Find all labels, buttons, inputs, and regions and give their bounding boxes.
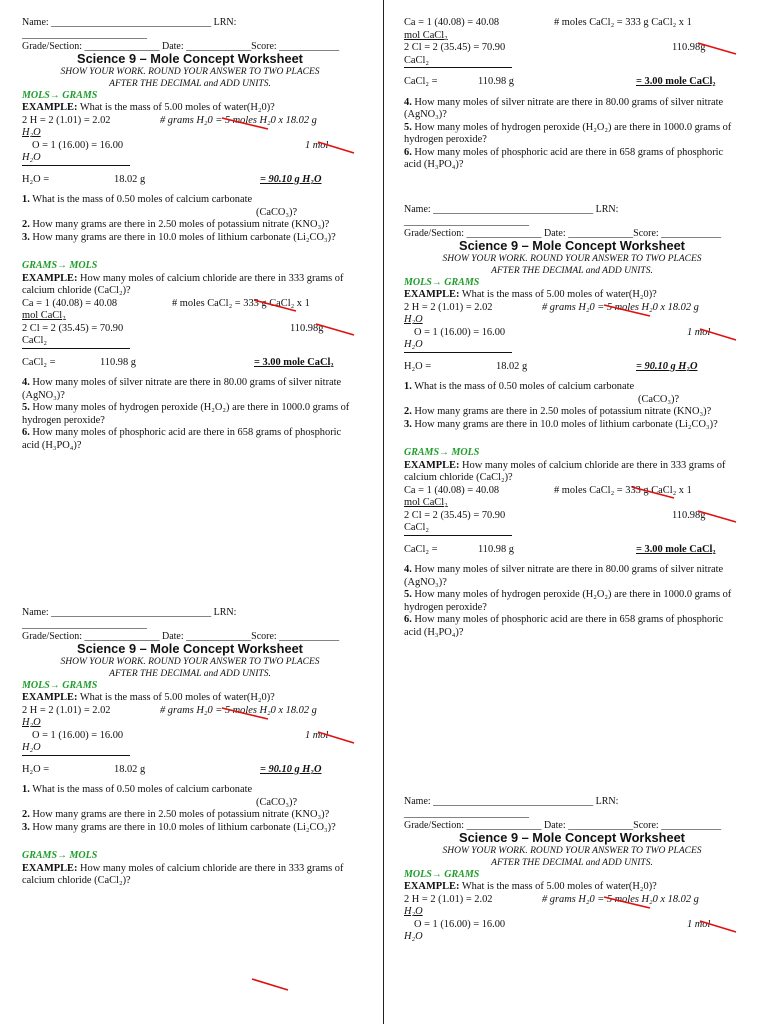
name-line: Name: ________________________________ LRN: _________________________ [22,17,237,40]
sum-row [22,174,358,187]
calc-ca: Ca = 1 (40.08) = 40.08 [404,17,500,28]
example-label: EXAMPLE: [404,881,460,892]
calc-h: 2 H = 2 (1.01) = 2.02 [22,114,111,126]
calc-cacl2: CaCl₂ [404,54,429,66]
question-5 [22,402,358,427]
question-number: 2. [404,406,412,417]
question-4 [404,564,740,589]
calc-molar-mass: 110.98g [672,42,706,53]
question-number: 2. [22,219,30,230]
calc-cl: 2 Cl = 2 (35.45) = 70.90 [404,509,506,521]
question-text: What is the mass of 0.50 moles of calcium carbonate [29,194,253,205]
instructions-line-2: AFTER THE DECIMAL and ADD UNITS. [491,265,653,276]
question-1-formula: (CaCO₃)? [638,393,680,405]
question-1 [404,381,740,394]
calc-h: 2 H = 2 (1.01) = 2.02 [22,704,111,716]
question-text: How many moles of hydrogen peroxide (H₂O₂) are there in 1000.0 grams of hydrogen peroxide? [22,402,350,426]
grade-line: Grade/Section: _______________ Date: _____________Score: ____________ [404,820,722,831]
calc-h2o-unit: H₂O [404,314,423,325]
worksheet-title: Science 9 – Mole Concept Worksheet [77,641,303,656]
section-heading-grams-mols: GRAMS→ MOLS [22,850,98,861]
sum-value: 110.98 g [478,543,514,555]
calc-row-h2o [22,717,358,730]
calc-row-h [22,115,358,128]
question-text: How many moles of hydrogen peroxide (H₂O₂) are there in 1000.0 grams of hydrogen peroxide? [404,121,732,145]
question-number: 5. [404,589,412,600]
sum-value: 110.98 g [478,76,514,87]
example-text: What is the mass of 5.00 moles of water(H₂0)? [459,289,657,300]
instructions-line-1: SHOW YOUR WORK. ROUND YOUR ANSWER TO TWO PLACES [60,656,320,667]
calc-o: O = 1 (16.00) = 16.00 [414,918,506,930]
question-3 [22,232,358,245]
example-question [404,460,740,485]
calc-mol-unit: mol CaCl₂ [22,310,66,321]
example-label: EXAMPLE: [22,272,78,284]
sum-row [404,544,740,557]
question-1 [22,194,358,207]
question-3 [404,419,740,432]
calc-row-cacl2 [404,55,740,68]
question-text: How many grams are there in 2.50 moles of potassium nitrate (KNO₃)? [29,219,330,230]
example-text: What is the mass of 5.00 moles of water(H₂0)? [77,692,275,703]
section-heading-grams-mols: GRAMS→ MOLS [22,260,98,271]
calc-row-cl [404,510,740,523]
calc-ca: Ca = 1 (40.08) = 40.08 [404,484,500,496]
example-question [404,289,740,302]
calc-row-cacl2 [404,522,740,535]
question-2 [404,406,740,419]
calc-one-mol: 1 mol [305,139,329,151]
calc-row-cl [22,323,358,336]
calc-row-mol [404,497,740,510]
calc-h2o-unit: H₂O [22,127,41,138]
question-1 [22,784,358,797]
calc-grams-formula: # grams H₂0 = 5 moles H₂0 x 18.02 g [160,114,317,126]
calc-row-o [22,730,358,743]
worksheet-title: Science 9 – Mole Concept Worksheet [459,238,685,253]
question-6 [22,427,358,452]
sum-label: H₂O = [404,360,432,372]
sum-label: CaCl₂ = [404,543,438,555]
column-divider [383,0,384,1024]
calc-row-h2o [404,906,740,919]
question-number: 1. [22,784,30,795]
calc-row-h [404,302,740,315]
instructions-line-2: AFTER THE DECIMAL and ADD UNITS. [491,857,653,868]
example-text: What is the mass of 5.00 moles of water(H₂0)? [77,102,275,113]
worksheet-left-top [22,17,358,452]
calc-cacl2: CaCl₂ [22,335,47,346]
question-6 [404,614,740,639]
sum-label: H₂O = [22,763,50,775]
question-text: How many moles of phosphoric acid are there in 658 grams of phosphoric acid (H₃PO₄)? [404,614,724,638]
sum-label: CaCl₂ = [404,76,438,87]
calc-cl: 2 Cl = 2 (35.45) = 70.90 [22,322,124,334]
calc-h2o-denominator: H₂O [404,931,423,942]
calc-moles-formula: # moles CaCl₂ = 333 g CaCl₂ x 1 [554,17,692,28]
question-number: 4. [22,377,30,388]
question-text: What is the mass of 0.50 moles of calcium carbonate [29,784,253,795]
question-number: 2. [22,809,30,820]
calc-row-h [22,705,358,718]
sum-value: 18.02 g [496,360,528,372]
question-number: 3. [22,821,30,833]
example-answer: = 90.10 g H₂O [260,173,322,185]
sum-label: CaCl₂ = [22,356,56,368]
question-text: How many grams are there in 10.0 moles of lithium carbonate (Li₂CO₃)? [29,821,336,833]
section-heading-grams-mols: GRAMS→ MOLS [404,447,480,458]
calc-ca: Ca = 1 (40.08) = 40.08 [22,297,118,309]
question-number: 6. [404,146,412,158]
question-text: How many grams are there in 2.50 moles of potassium nitrate (KNO₃)? [411,406,712,417]
example-label: EXAMPLE: [22,692,78,703]
calc-row-ca [404,485,740,498]
question-number: 5. [22,402,30,413]
worksheet-right-middle [404,204,740,639]
example-answer: = 90.10 g H₂O [636,360,698,372]
example-text: How many moles of calcium chloride are there in 333 grams of calcium chloride (CaCl₂)? [22,862,344,886]
example-answer: = 3.00 mole CaCl₂ [254,356,334,368]
question-text: How many moles of silver nitrate are there in 80.00 grams of silver nitrate (AgNO₃)? [404,96,724,120]
name-line: Name: ________________________________ LRN: _________________________ [404,204,619,227]
sum-row [404,361,740,374]
strike-mark [252,977,292,993]
sum-value: 110.98 g [100,356,136,368]
calc-grams-formula: # grams H₂0 = 5 moles H₂0 x 18.02 g [542,301,699,313]
question-number: 4. [404,96,412,108]
section-heading-mols-grams: MOLS→ GRAMS [404,276,480,288]
calc-row-ca [22,298,358,311]
calc-mol-unit: mol CaCl₂ [404,29,448,41]
worksheet-right-bottom [404,796,740,944]
calc-row-mol [22,310,358,323]
calc-grams-formula: # grams H₂0 = 5 moles H₂0 x 18.02 g [160,704,317,716]
example-label: EXAMPLE: [22,862,78,874]
question-5 [404,589,740,614]
section-heading-mols-grams: MOLS→ GRAMS [22,679,98,691]
question-text: How many grams are there in 10.0 moles of lithium carbonate (Li₂CO₃)? [29,231,336,243]
calc-row-h2o-b [22,152,358,165]
calc-one-mol: 1 mol [687,326,711,338]
example-question [22,692,358,705]
question-number: 4. [404,564,412,575]
worksheet-right-continuation [404,17,740,172]
calc-row-mol [404,30,740,43]
example-question [404,881,740,894]
calc-row-ca [404,17,740,30]
calc-h2o-denominator: H₂O [22,152,41,163]
instructions-line-2: AFTER THE DECIMAL and ADD UNITS. [109,668,271,679]
sum-row [404,76,740,89]
question-6 [404,147,740,172]
calc-mol-unit: mol CaCl₂ [404,497,448,508]
calc-h2o-unit: H₂O [404,906,423,917]
question-text: How many moles of hydrogen peroxide (H₂O₂) are there in 1000.0 grams of hydrogen peroxide? [404,589,732,613]
example-label: EXAMPLE: [404,289,460,300]
calc-row-cacl2 [22,335,358,348]
sum-value: 18.02 g [114,173,146,185]
calc-h2o-denominator: H₂O [22,742,41,753]
calc-grams-formula: # grams H₂0 = 5 moles H₂0 x 18.02 g [542,893,699,905]
calc-row-h2o-b [404,931,740,944]
question-2 [22,219,358,232]
question-text: How many grams are there in 2.50 moles of potassium nitrate (KNO₃)? [29,809,330,820]
question-number: 1. [404,381,412,392]
question-text: What is the mass of 0.50 moles of calcium carbonate [411,381,635,392]
calc-row-h [404,894,740,907]
calc-row-h2o-b [404,339,740,352]
calc-one-mol: 1 mol [687,918,711,930]
sum-value: 18.02 g [114,763,146,775]
calc-cacl2: CaCl₂ [404,522,429,533]
example-question [22,273,358,298]
question-4 [22,377,358,402]
example-question [22,102,358,115]
instructions-line-2: AFTER THE DECIMAL and ADD UNITS. [109,78,271,89]
question-text: How many moles of silver nitrate are there in 80.00 grams of silver nitrate (AgNO₃)? [22,377,342,401]
calc-molar-mass: 110.98g [290,322,324,334]
question-number: 3. [404,418,412,430]
grade-line: Grade/Section: _______________ Date: _____________Score: ____________ [22,631,340,642]
calc-h: 2 H = 2 (1.01) = 2.02 [404,301,493,313]
example-answer: = 90.10 g H₂O [260,763,322,775]
calc-row-h2o [404,314,740,327]
example-label: EXAMPLE: [404,459,460,471]
example-question [22,863,358,888]
worksheet-title: Science 9 – Mole Concept Worksheet [77,51,303,66]
question-number: 5. [404,121,412,133]
calc-row-o [404,327,740,340]
example-answer: = 3.00 mole CaCl₂ [636,76,716,87]
instructions-line-1: SHOW YOUR WORK. ROUND YOUR ANSWER TO TWO PLACES [60,66,320,77]
name-line: Name: ________________________________ LRN: _________________________ [404,796,619,819]
question-text: How many grams are there in 10.0 moles of lithium carbonate (Li₂CO₃)? [411,418,718,430]
example-text: What is the mass of 5.00 moles of water(H₂0)? [459,881,657,892]
question-number: 3. [22,231,30,243]
instructions-line-1: SHOW YOUR WORK. ROUND YOUR ANSWER TO TWO PLACES [442,253,702,264]
question-4 [404,97,740,122]
worksheet-title: Science 9 – Mole Concept Worksheet [459,830,685,845]
question-number: 6. [22,427,30,438]
calc-o: O = 1 (16.00) = 16.00 [414,326,506,338]
calc-row-h2o-b [22,742,358,755]
grade-line: Grade/Section: _______________ Date: _____________Score: ____________ [404,228,722,239]
calc-moles-formula: # moles CaCl₂ = 333 g CaCl₂ x 1 [554,484,692,496]
sum-row [22,357,358,370]
question-text: How many moles of phosphoric acid are there in 658 grams of phosphoric acid (H₃PO₄)? [404,146,724,170]
question-1-formula: (CaCO₃)? [256,796,298,808]
calc-row-h2o [22,127,358,140]
example-answer: = 3.00 mole CaCl₂ [636,543,716,555]
question-text: How many moles of phosphoric acid are there in 658 grams of phosphoric acid (H₃PO₄)? [22,427,342,451]
calc-h2o-denominator: H₂O [404,339,423,350]
example-text: How many moles of calcium chloride are there in 333 grams of calcium chloride (CaCl₂)? [22,272,344,296]
calc-o: O = 1 (16.00) = 16.00 [32,139,124,151]
sum-row [22,764,358,777]
calc-h: 2 H = 2 (1.01) = 2.02 [404,893,493,905]
example-label: EXAMPLE: [22,102,78,113]
calc-o: O = 1 (16.00) = 16.00 [32,729,124,741]
grade-line: Grade/Section: _______________ Date: _____________Score: ____________ [22,41,340,52]
calc-moles-formula: # moles CaCl₂ = 333 g CaCl₂ x 1 [172,297,310,309]
calc-h2o-unit: H₂O [22,717,41,728]
calc-cl: 2 Cl = 2 (35.45) = 70.90 [404,42,506,53]
calc-molar-mass: 110.98g [672,509,706,521]
instructions-line-1: SHOW YOUR WORK. ROUND YOUR ANSWER TO TWO PLACES [442,845,702,856]
question-3 [22,822,358,835]
calc-row-o [22,140,358,153]
example-text: How many moles of calcium chloride are there in 333 grams of calcium chloride (CaCl₂)? [404,459,726,483]
sum-label: H₂O = [22,173,50,185]
question-1-formula: (CaCO₃)? [256,206,298,218]
calc-row-o [404,919,740,932]
section-heading-mols-grams: MOLS→ GRAMS [404,868,480,880]
calc-one-mol: 1 mol [305,729,329,741]
question-text: How many moles of silver nitrate are there in 80.00 grams of silver nitrate (AgNO₃)? [404,564,724,588]
question-number: 6. [404,614,412,625]
question-2 [22,809,358,822]
section-heading-mols-grams: MOLS→ GRAMS [22,89,98,101]
question-number: 1. [22,194,30,205]
calc-row-cl [404,42,740,55]
worksheet-left-bottom [22,607,358,888]
question-5 [404,122,740,147]
name-line: Name: ________________________________ LRN: _________________________ [22,607,237,630]
